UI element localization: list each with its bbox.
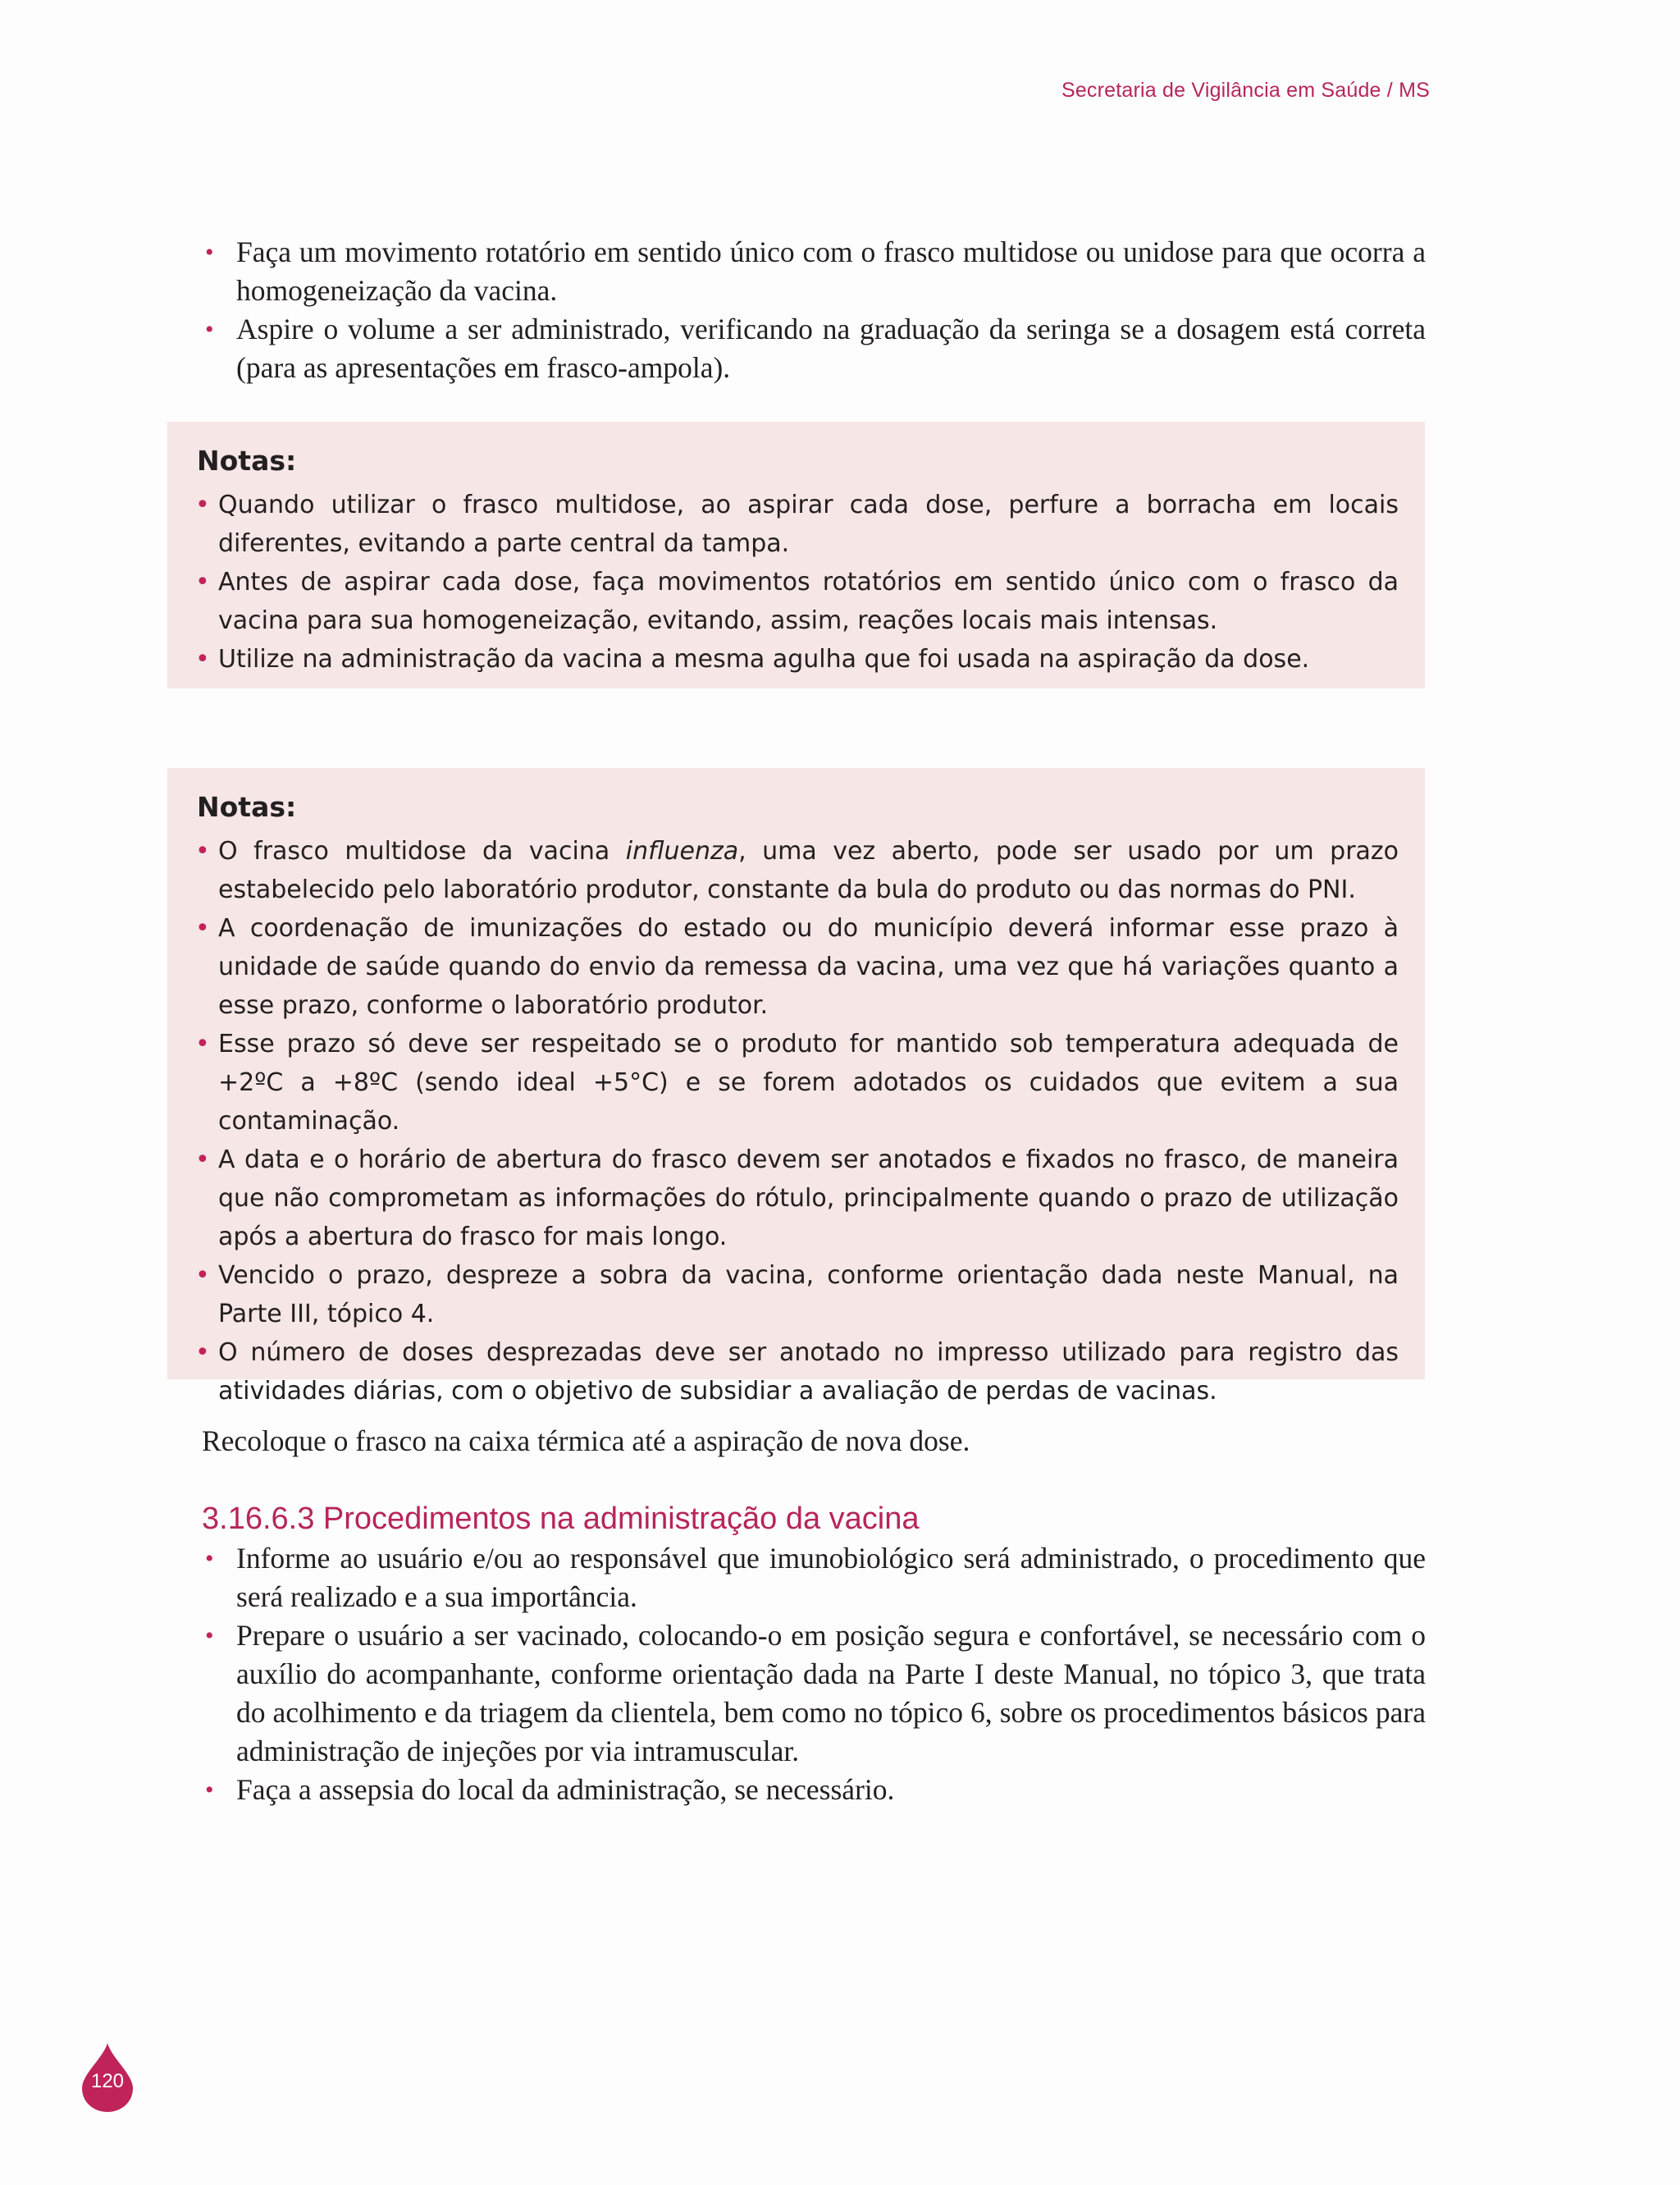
note-item (194, 832, 1399, 909)
list-item: • Prepare o usuário a ser vacinado, colocando-o em posição segura e confortável, se necessário com o auxílio do acompanhante, conforme orientação dada na Parte I deste Manual, no tópico 3, que trata do acolhimento e da triagem da clientela, bem como no tópico 6, sobre os procedimentos básicos para administração de injeções por via intramuscular. (203, 1616, 1426, 1771)
note-item: • Antes de aspirar cada dose, faça movimentos rotatórios em sentido único com o frasco da vacina para sua homogeneização, evitando, assim, reações locais mais intensas. (194, 563, 1399, 640)
note-item: • Quando utilizar o frasco multidose, ao aspirar cada dose, perfure a borracha em locais diferentes, evitando a parte central da tampa. (194, 486, 1399, 563)
notes-title: Notas: (197, 791, 297, 823)
note-item: • A coordenação de imunizações do estado ou do município deverá informar esse prazo à unidade de saúde quando do envio da remessa da vacina, uma vez que há variações quanto a esse prazo, conforme o laboratório produtor. (194, 909, 1399, 1025)
notes-box-2 (167, 768, 1425, 1406)
running-header: Secretaria de Vigilância em Saúde / MS (1061, 79, 1430, 102)
top-bullet-list (203, 233, 1426, 387)
notes-box-1 (167, 422, 1425, 688)
note-text-italic: influenza (625, 837, 739, 866)
body-paragraph: Recoloque o frasco na caixa térmica até a aspiração de nova dose. (202, 1424, 970, 1457)
page-number: 120 (90, 2070, 125, 2092)
list-item: • Faça um movimento rotatório em sentido único com o frasco multidose ou unidose para que ocorra a homogeneização da vacina. (203, 233, 1426, 310)
note-item: • Esse prazo só deve ser respeitado se o produto for mantido sob temperatura adequada de +2ºC a +8ºC (sendo ideal +5°C) e se forem adotados os cuidados que evitem a sua contaminação. (194, 1025, 1399, 1140)
notes-title: Notas: (197, 445, 297, 477)
list-item: • Informe ao usuário e/ou ao responsável que imunobiológico será administrado, o procedimento que será realizado e a sua importância. (203, 1539, 1426, 1616)
note-item: • Vencido o prazo, despreze a sobra da vacina, conforme orientação dada neste Manual, na Parte III, tópico 4. (194, 1256, 1399, 1333)
procedure-list (203, 1539, 1426, 1809)
note-item: • O número de doses desprezadas deve ser anotado no impresso utilizado para registro das atividades diárias, com o objetivo de subsidiar a avaliação de perdas de vacinas. (194, 1333, 1399, 1410)
list-item: • Aspire o volume a ser administrado, verificando na graduação da seringa se a dosagem está correta (para as apresentações em frasco-ampola). (203, 310, 1426, 387)
note-item: • A data e o horário de abertura do frasco devem ser anotados e fixados no frasco, de maneira que não comprometam as informações do rótulo, principalmente quando o prazo de utilização após a abertura do frasco for mais longo. (194, 1140, 1399, 1256)
note-item: • Utilize na administração da vacina a mesma agulha que foi usada na aspiração da dose. (194, 640, 1399, 679)
section-heading: 3.16.6.3 Procedimentos na administração da vacina (202, 1502, 920, 1536)
note-text: , uma vez aberto, pode ser usado por um prazo estabelecido pelo laboratório produtor, constante da bula do produto ou das normas do PNI. (218, 837, 1399, 904)
note-text: O frasco multidose da vacina (218, 837, 626, 866)
notes-list (194, 832, 1399, 1410)
notes-list (194, 486, 1399, 679)
list-item: • Faça a assepsia do local da administração, se necessário. (203, 1771, 1426, 1809)
